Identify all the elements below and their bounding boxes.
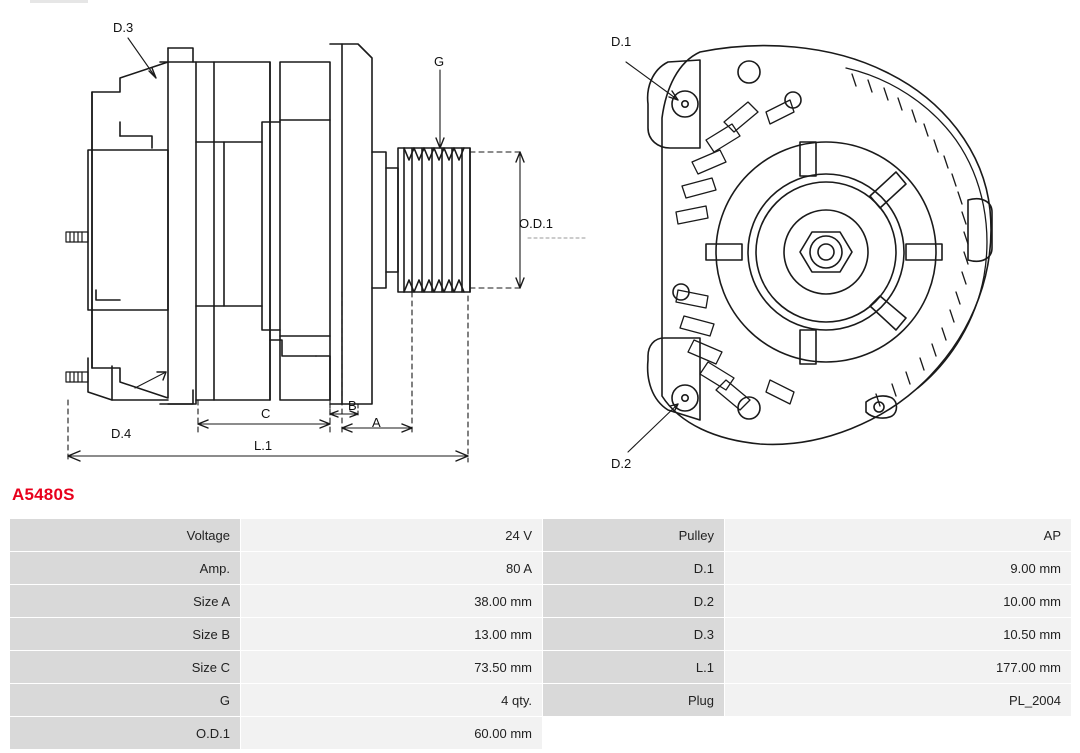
label-d4: D.4 bbox=[111, 426, 132, 441]
label-d3: D.3 bbox=[113, 20, 134, 35]
table-row bbox=[10, 717, 1072, 750]
label-b: B bbox=[348, 398, 357, 413]
spec-value: 10.50 mm bbox=[725, 618, 1072, 651]
spec-value: 13.00 mm bbox=[241, 618, 543, 651]
specifications-table bbox=[9, 518, 1072, 750]
label-od1: O.D.1 bbox=[519, 216, 553, 231]
spec-value: 60.00 mm bbox=[241, 717, 543, 750]
spec-key: Size B bbox=[10, 618, 241, 651]
spec-key: Plug bbox=[543, 684, 725, 717]
spec-key: L.1 bbox=[543, 651, 725, 684]
spec-key: Voltage bbox=[10, 519, 241, 552]
label-d2: D.2 bbox=[611, 456, 632, 471]
dimension-lines bbox=[68, 38, 678, 462]
label-d1: D.1 bbox=[611, 34, 632, 49]
label-a: A bbox=[372, 415, 381, 430]
spec-key: O.D.1 bbox=[10, 717, 241, 750]
spec-value: 38.00 mm bbox=[241, 585, 543, 618]
spec-key: Amp. bbox=[10, 552, 241, 585]
spec-key: D.2 bbox=[543, 585, 725, 618]
spec-value: 9.00 mm bbox=[725, 552, 1072, 585]
table-row bbox=[10, 585, 1072, 618]
part-number: A5480S bbox=[12, 485, 75, 504]
spec-key: Size A bbox=[10, 585, 241, 618]
label-l1: L.1 bbox=[254, 438, 273, 453]
spec-value: PL_2004 bbox=[725, 684, 1072, 717]
spec-value: 4 qty. bbox=[241, 684, 543, 717]
spec-value: 73.50 mm bbox=[241, 651, 543, 684]
table-row bbox=[10, 651, 1072, 684]
table-row bbox=[10, 519, 1072, 552]
spec-key: Size C bbox=[10, 651, 241, 684]
label-c: C bbox=[261, 406, 271, 421]
alternator-side-view bbox=[66, 44, 470, 404]
spec-value: 24 V bbox=[241, 519, 543, 552]
spec-value: 10.00 mm bbox=[725, 585, 1072, 618]
spec-value: AP bbox=[725, 519, 1072, 552]
spec-key: Pulley bbox=[543, 519, 725, 552]
empty-cell bbox=[725, 717, 1072, 750]
table-row bbox=[10, 684, 1072, 717]
label-g: G bbox=[434, 54, 445, 69]
spec-key: G bbox=[10, 684, 241, 717]
spec-value: 80 A bbox=[241, 552, 543, 585]
table-row bbox=[10, 618, 1072, 651]
table-row bbox=[10, 552, 1072, 585]
spec-key: D.1 bbox=[543, 552, 725, 585]
spec-key: D.3 bbox=[543, 618, 725, 651]
alternator-front-view bbox=[648, 46, 992, 445]
empty-cell bbox=[543, 717, 725, 750]
spec-value: 177.00 mm bbox=[725, 651, 1072, 684]
